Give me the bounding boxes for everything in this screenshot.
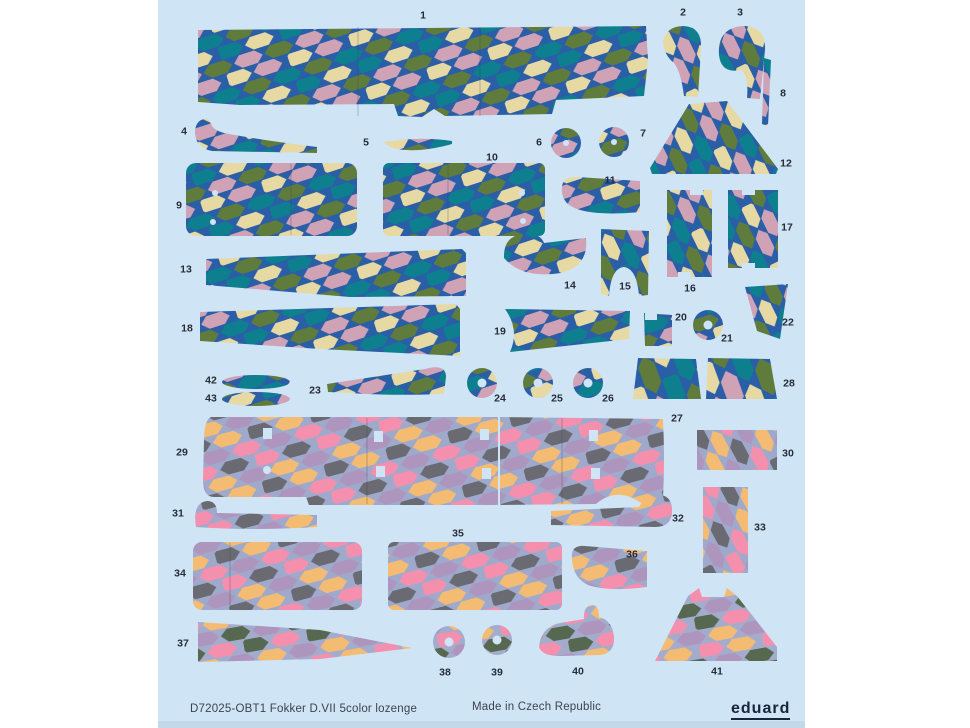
decal-piece-10 — [383, 163, 545, 236]
piece-number-2: 2 — [680, 6, 686, 19]
decal-piece-26 — [573, 368, 603, 398]
piece-number-28: 28 — [783, 377, 795, 390]
decal-piece-14 — [504, 234, 586, 275]
decal-piece-23 — [327, 367, 446, 395]
product-title: D72025-OBT1 Fokker D.VII 5color lozenge — [190, 703, 418, 715]
piece-number-26: 26 — [602, 392, 614, 405]
decal-piece-2 — [663, 26, 701, 97]
decal-piece-27 — [500, 417, 664, 505]
piece-number-4: 4 — [181, 125, 187, 138]
decal-piece-17 — [728, 190, 778, 268]
piece-number-9: 9 — [176, 199, 182, 212]
piece-number-12: 12 — [780, 157, 792, 170]
decal-piece-38 — [433, 626, 465, 658]
piece-number-20: 20 — [675, 311, 687, 324]
decal-piece-34 — [193, 542, 362, 610]
decal-piece-31 — [195, 501, 317, 529]
piece-number-8: 8 — [780, 87, 786, 100]
decal-piece-1 — [198, 26, 648, 117]
decal-piece-21 — [693, 310, 723, 340]
decal-piece-42 — [222, 375, 290, 389]
decal-piece-41 — [655, 588, 777, 661]
decal-piece-9 — [186, 163, 357, 236]
piece-number-16: 16 — [684, 282, 696, 295]
decal-piece-33 — [703, 487, 748, 573]
decal-piece-3 — [719, 26, 765, 99]
decal-piece-12 — [650, 101, 778, 174]
decal-piece-19 — [505, 309, 630, 352]
piece-number-17: 17 — [781, 221, 793, 234]
decal-piece-40 — [539, 605, 614, 656]
piece-number-39: 39 — [491, 666, 503, 679]
piece-number-41: 41 — [711, 665, 723, 678]
piece-number-10: 10 — [486, 151, 498, 164]
decal-piece-20 — [644, 313, 672, 346]
decal-piece-30 — [697, 430, 777, 470]
decal-piece-35 — [388, 542, 562, 610]
piece-number-32: 32 — [672, 512, 684, 525]
piece-number-37: 37 — [177, 637, 189, 650]
piece-number-33: 33 — [754, 521, 766, 534]
piece-number-34: 34 — [174, 567, 186, 580]
decal-piece-13 — [206, 249, 466, 297]
piece-number-27: 27 — [671, 412, 683, 425]
piece-number-25: 25 — [551, 392, 563, 405]
decal-piece-43 — [222, 392, 290, 406]
piece-number-19: 19 — [494, 325, 506, 338]
decal-piece-37 — [198, 622, 412, 662]
decal-piece-4 — [195, 119, 317, 153]
piece-number-5: 5 — [363, 136, 369, 149]
piece-number-23: 23 — [309, 384, 321, 397]
piece-number-18: 18 — [181, 322, 193, 335]
piece-number-42: 42 — [205, 374, 217, 387]
piece-number-3: 3 — [737, 6, 743, 19]
decal-piece-28 — [633, 358, 777, 399]
piece-number-13: 13 — [180, 263, 192, 276]
piece-number-35: 35 — [452, 527, 464, 540]
decal-piece-25 — [523, 368, 553, 398]
piece-number-11: 11 — [604, 174, 616, 187]
piece-number-6: 6 — [536, 136, 542, 149]
decal-piece-29 — [203, 417, 498, 505]
decal-piece-7 — [599, 127, 629, 157]
decal-piece-39 — [482, 625, 512, 655]
piece-number-38: 38 — [439, 666, 451, 679]
piece-number-43: 43 — [205, 392, 217, 405]
piece-number-14: 14 — [564, 279, 576, 292]
piece-number-21: 21 — [721, 332, 733, 345]
piece-number-22: 22 — [782, 316, 794, 329]
decal-piece-18 — [200, 304, 460, 356]
decal-piece-6 — [551, 128, 581, 158]
piece-number-1: 1 — [420, 9, 426, 22]
decal-piece-24 — [467, 368, 497, 398]
piece-number-31: 31 — [172, 507, 184, 520]
eduard-logo: eduard — [731, 701, 790, 720]
decal-piece-5 — [384, 139, 452, 151]
piece-number-40: 40 — [572, 665, 584, 678]
decal-piece-11 — [562, 174, 640, 214]
piece-number-24: 24 — [494, 392, 506, 405]
piece-number-30: 30 — [782, 447, 794, 460]
made-in-text: Made in Czech Republic — [472, 701, 602, 713]
piece-number-7: 7 — [640, 127, 646, 140]
decal-piece-8 — [762, 58, 771, 126]
piece-number-15: 15 — [619, 280, 631, 293]
decal-piece-22 — [745, 284, 788, 339]
piece-number-29: 29 — [176, 446, 188, 459]
decal-piece-16 — [667, 190, 712, 277]
piece-number-36: 36 — [626, 548, 638, 561]
